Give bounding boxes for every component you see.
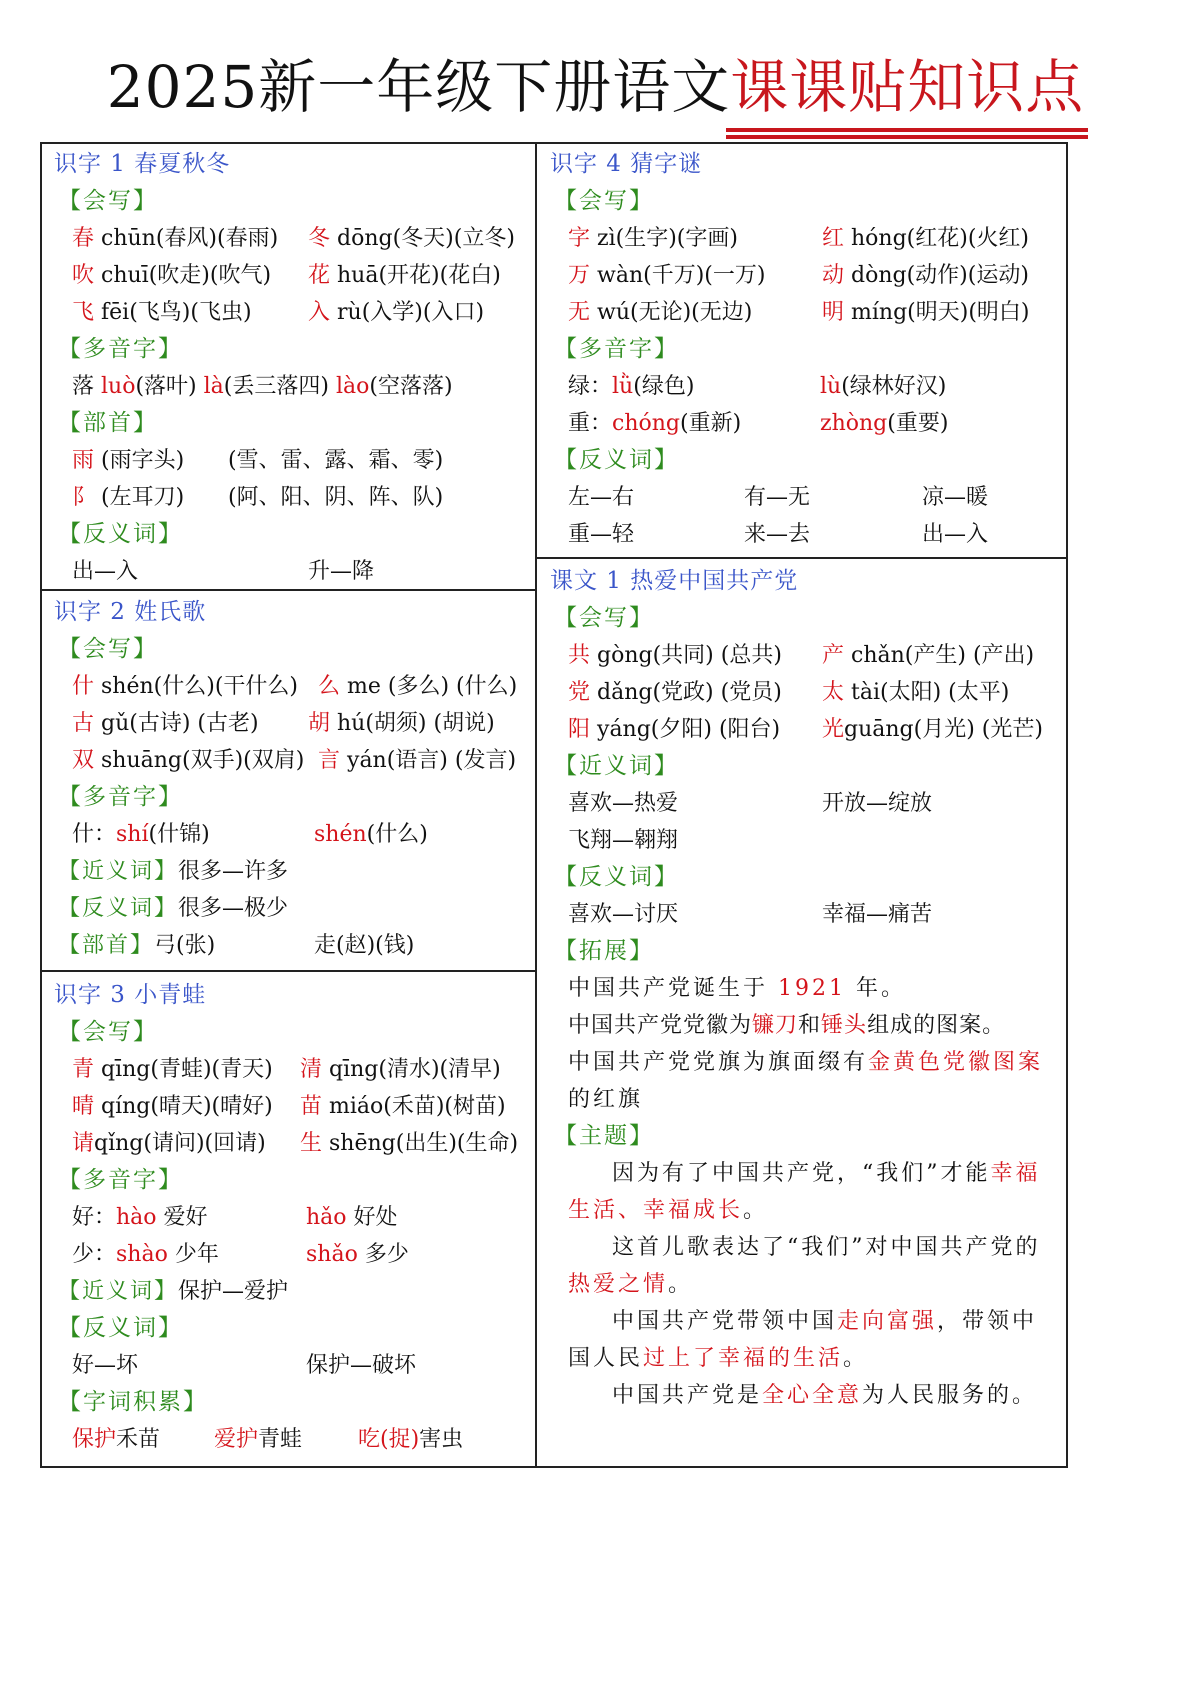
- radical-row: 雨 (雨字头) (雪、雷、露、霜、零): [72, 448, 444, 473]
- tag-radical: 【部首】: [58, 410, 158, 436]
- tag-write: 【会写】: [58, 188, 158, 214]
- theme-paragraph: 中国共产党带领中国走向富强，带领中国人民过上了幸福的生活。: [568, 1309, 1038, 1371]
- antonym-row: 【反义词】很多—极少: [58, 896, 289, 921]
- radical-row: 阝 (左耳刀) (阿、阳、阴、阵、队): [72, 485, 444, 510]
- section-kewen-1: [538, 563, 1064, 1414]
- radical-row: 【部首】弓(张) 走(赵)(钱): [58, 933, 415, 958]
- section-shizi-3: [42, 977, 535, 1458]
- write-row: 共 gòng(共同) (总共) 产 chǎn(产生) (产出): [568, 643, 1035, 668]
- divider-s2-s3: [40, 970, 537, 972]
- section-title: 课文 1 热爱中国共产党: [550, 568, 799, 594]
- theme-paragraph: 这首儿歌表达了“我们”对中国共产党的热爱之情。: [568, 1235, 1041, 1297]
- tag-antonym: 【反义词】: [58, 521, 183, 547]
- antonym-row: 好—坏 保护—破坏: [72, 1353, 417, 1378]
- accumulation-row: 保护禾苗 爱护青蛙 吃(捉)害虫: [72, 1427, 464, 1452]
- write-row: 古 gǔ(古诗) (古老) 胡 hú(胡须) (胡说): [72, 711, 495, 736]
- synonym-row: 喜欢—热爱 开放—绽放: [568, 791, 933, 816]
- write-row: 青 qīng(青蛙)(青天) 清 qīng(清水)(清早): [72, 1057, 501, 1082]
- tag-write: 【会写】: [554, 605, 654, 631]
- tag-synonym: 【近义词】: [554, 753, 679, 779]
- tag-write: 【会写】: [58, 636, 158, 662]
- section-title: 识字 1 春夏秋冬: [54, 151, 231, 177]
- tag-polyphone: 【多音字】: [554, 336, 679, 362]
- write-row: 什 shén(什么)(干什么) 么 me (多么) (什么): [72, 674, 518, 699]
- antonym-row: 重—轻 来—去 出—入: [568, 522, 989, 547]
- antonym-row: 左—右 有—无 凉—暖: [568, 485, 989, 510]
- polyphone-row: 好：hào 爱好 hǎo 好处: [72, 1205, 398, 1230]
- polyphone-row: 绿：lǜ(绿色) lù(绿林好汉): [568, 374, 947, 399]
- synonym-row: 【近义词】很多—许多: [58, 859, 289, 884]
- title-highlight: 课课贴知识点: [730, 53, 1085, 121]
- write-row: 字 zì(生字)(字画) 红 hóng(红花)(火红): [568, 226, 1030, 251]
- tag-antonym: 【反义词】: [554, 864, 679, 890]
- polyphone-row: 落 luò(落叶) là(丢三落四) lào(空落落): [72, 374, 453, 399]
- write-row: 请qǐng(请问)(回请) 生 shēng(出生)(生命): [72, 1131, 519, 1156]
- polyphone-row: 什：shí(什锦) shén(什么): [72, 822, 428, 847]
- extension-line: 中国共产党党徽为镰刀和锤头组成的图案。: [568, 1013, 1006, 1038]
- extension-line: 中国共产党诞生于 1921 年。: [568, 976, 906, 1001]
- extension-line: 中国共产党党旗为旗面缀有金黄色党徽图案的红旗: [568, 1050, 1044, 1112]
- write-row: 晴 qíng(晴天)(晴好) 苗 miáo(禾苗)(树苗): [72, 1094, 506, 1119]
- antonym-row: 出—入 升—降: [72, 559, 375, 584]
- section-shizi-4: [538, 146, 1064, 553]
- antonym-row: 喜欢—讨厌 幸福—痛苦: [568, 902, 933, 927]
- section-shizi-2: [42, 594, 535, 964]
- tag-polyphone: 【多音字】: [58, 336, 183, 362]
- tag-antonym: 【反义词】: [554, 447, 679, 473]
- write-row: 吹 chuī(吹走)(吹气) 花 huā(开花)(花白): [72, 263, 501, 288]
- column-divider: [535, 142, 537, 1466]
- tag-write: 【会写】: [554, 188, 654, 214]
- tag-extension: 【拓展】: [554, 938, 654, 964]
- synonym-row: 【近义词】保护—爱护: [58, 1279, 289, 1304]
- tag-write: 【会写】: [58, 1019, 158, 1045]
- section-title: 识字 2 姓氏歌: [54, 599, 207, 625]
- section-shizi-1: [42, 146, 535, 590]
- theme-paragraph: 中国共产党是全心全意为人民服务的。: [612, 1383, 1038, 1408]
- tag-antonym: 【反义词】: [58, 1315, 183, 1341]
- write-row: 万 wàn(千万)(一万) 动 dòng(动作)(运动): [568, 263, 1029, 288]
- write-row: 春 chūn(春风)(春雨) 冬 dōng(冬天)(立冬): [72, 226, 515, 251]
- tag-polyphone: 【多音字】: [58, 1167, 183, 1193]
- polyphone-row: 少：shào 少年 shǎo 多少: [72, 1242, 409, 1267]
- write-row: 飞 fēi(飞鸟)(飞虫) 入 rù(入学)(入口): [72, 300, 485, 325]
- write-row: 无 wú(无论)(无边) 明 míng(明天)(明白): [568, 300, 1030, 325]
- tag-accumulation: 【字词积累】: [58, 1389, 208, 1415]
- theme-paragraph: 因为有了中国共产党，“我们”才能幸福生活、幸福成长。: [568, 1161, 1041, 1223]
- divider-s4-s5: [536, 557, 1066, 559]
- write-row: 阳 yáng(夕阳) (阳台) 光guāng(月光) (光芒): [568, 717, 1043, 742]
- page-title: [0, 52, 1191, 122]
- polyphone-row: 重：chóng(重新) zhòng(重要): [568, 411, 949, 436]
- tag-theme: 【主题】: [554, 1123, 654, 1149]
- title-main: 2025新一年级下册语文: [106, 53, 731, 121]
- tag-polyphone: 【多音字】: [58, 784, 183, 810]
- write-row: 双 shuāng(双手)(双肩) 言 yán(语言) (发言): [72, 748, 517, 773]
- section-title: 识字 3 小青蛙: [54, 982, 207, 1008]
- section-title: 识字 4 猜字谜: [550, 151, 703, 177]
- synonym-row: 飞翔—翱翔: [568, 828, 679, 853]
- write-row: 党 dǎng(党政) (党员) 太 tài(太阳) (太平): [568, 680, 1010, 705]
